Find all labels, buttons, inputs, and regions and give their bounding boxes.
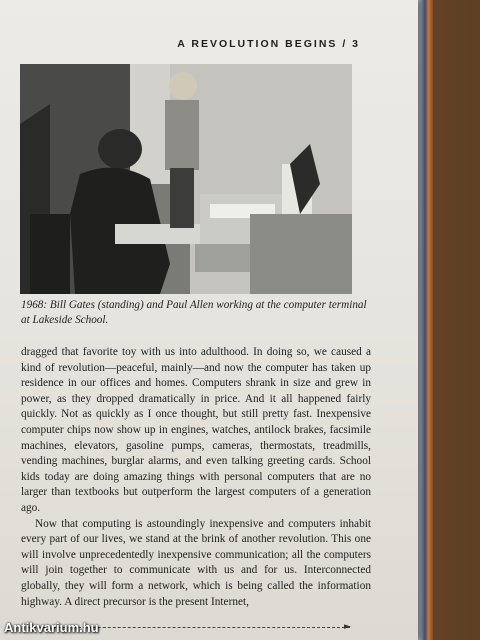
photo-caption: 1968: Bill Gates (standing) and Paul Allen working at the computer terminal at Lakeside School.	[21, 299, 367, 326]
paragraph: dragged that favorite toy with us into adulthood. In doing so, we caused a kind of revolution—peaceful, mainly—and now the computer has taken up residence in our offices and homes. Computers shrank in size and grew in power, as they dropped dramatically in price. And it all happened fairly quickly. Not as quickly as I once thought, but still pretty fast. Inexpensive computer chips now show up in engines, watches, antilock brakes, facsimile machines, elevators, gasoline pumps, cameras, thermostats, treadmills, vending machines, burglar alarms, and even talking greeting cards. School kids today are doing amazing things with personal computers that are no larger than textbooks but outperform the largest computers of a generation ago.	[21, 346, 371, 514]
body-text	[21, 345, 371, 610]
photo	[20, 64, 352, 294]
continuation-arrow-icon: ►	[344, 622, 351, 632]
running-head: A REVOLUTION BEGINS / 3	[177, 38, 360, 50]
photo-illustration	[20, 64, 352, 294]
watermark: Antikvarium.hu	[4, 620, 99, 635]
paragraph: Now that computing is astoundingly inexpensive and computers inhabit every part of our lives, we stand at the brink of another revolution. This one will involve unprecedentedly inexpensive communication; all the computers will join together to communicate with us and for us. Interconnected globally, they will form a network, which is being called the information highway. A direct precursor is the present Internet,	[21, 517, 371, 608]
